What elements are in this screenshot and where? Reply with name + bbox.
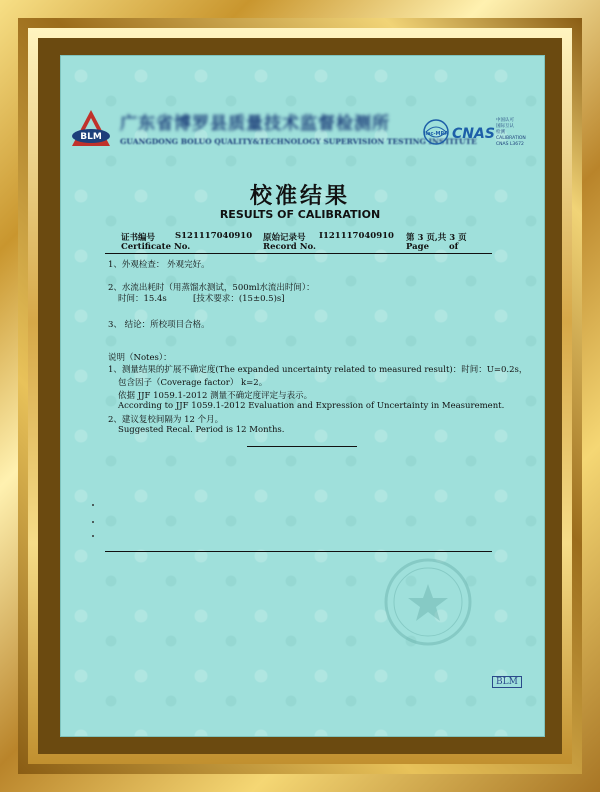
margin-dot — [92, 535, 94, 537]
result-item-3: 3、 结论：所校项目合格。 — [108, 320, 210, 330]
note-1-line-2: 包含因子（Coverage factor） k=2。 — [118, 378, 268, 388]
org-name-en: GUANGDONG BOLUO QUALITY&TECHNOLOGY SUPERVISION TESTING INSTITUTE — [120, 137, 477, 146]
ilac-text: ilac-MRA — [423, 131, 449, 137]
result-item-2: 2、水流出耗时（用蒸馏水测试，500ml水流出时间）： — [108, 283, 315, 293]
blm-stamp: BLM — [492, 676, 522, 688]
header-rule — [105, 253, 492, 254]
result-item-2-req: [技术要求：(15±0.5)s] — [193, 294, 285, 304]
cnas-caption: 中国认可 国际互认 检测 CALIBRATION CNAS L3672 — [496, 118, 526, 147]
page-cn: 第 3 页,共 3 页 — [406, 233, 467, 243]
notes-header: 说明（Notes）： — [108, 353, 172, 363]
margin-dot — [92, 521, 94, 523]
title-cn: 校准结果 — [249, 183, 350, 209]
note-1-line-1: 1、测量结果的扩展不确定度(The expanded uncertainty related to measured result)：时间：U=0.2s， — [108, 365, 528, 375]
note-2-line-1: 2、建议复校间隔为 12 个月。 — [108, 415, 224, 425]
logo-text: BLM — [80, 132, 102, 142]
page-en-of: of — [449, 242, 459, 252]
note-1-line-4: According to JJF 1059.1-2012 Evaluation and Expression of Uncertainty in Measurement. — [118, 401, 505, 411]
cnas-text: CNAS — [452, 126, 495, 142]
end-rule — [247, 446, 357, 447]
page-en-page: Page — [406, 242, 430, 252]
org-name-cn: 广东省博罗县质量技术监督检测所 — [120, 114, 390, 134]
cert-value: S121117040910 — [175, 231, 253, 241]
note-2-line-2: Suggested Recal. Period is 12 Months. — [118, 425, 285, 435]
result-item-2-time: 时间：15.4s — [118, 294, 167, 304]
cert-label-en: Certificate No. — [121, 242, 191, 252]
bottom-rule — [105, 551, 492, 552]
record-label-cn: 原始记录号 — [263, 233, 306, 243]
official-seal-icon — [382, 556, 474, 648]
title-en: RESULTS OF CALIBRATION — [219, 208, 381, 221]
cert-label-cn: 证书编号 — [121, 233, 156, 243]
margin-dot — [92, 504, 94, 506]
note-1-line-3: 依据 JJF 1059.1-2012 测量不确定度评定与表示。 — [118, 391, 313, 401]
record-label-en: Record No. — [263, 242, 316, 252]
result-item-1: 1、外观检查： 外观完好。 — [108, 260, 210, 270]
record-value: I121117040910 — [319, 231, 394, 241]
blm-logo-icon — [70, 108, 112, 152]
